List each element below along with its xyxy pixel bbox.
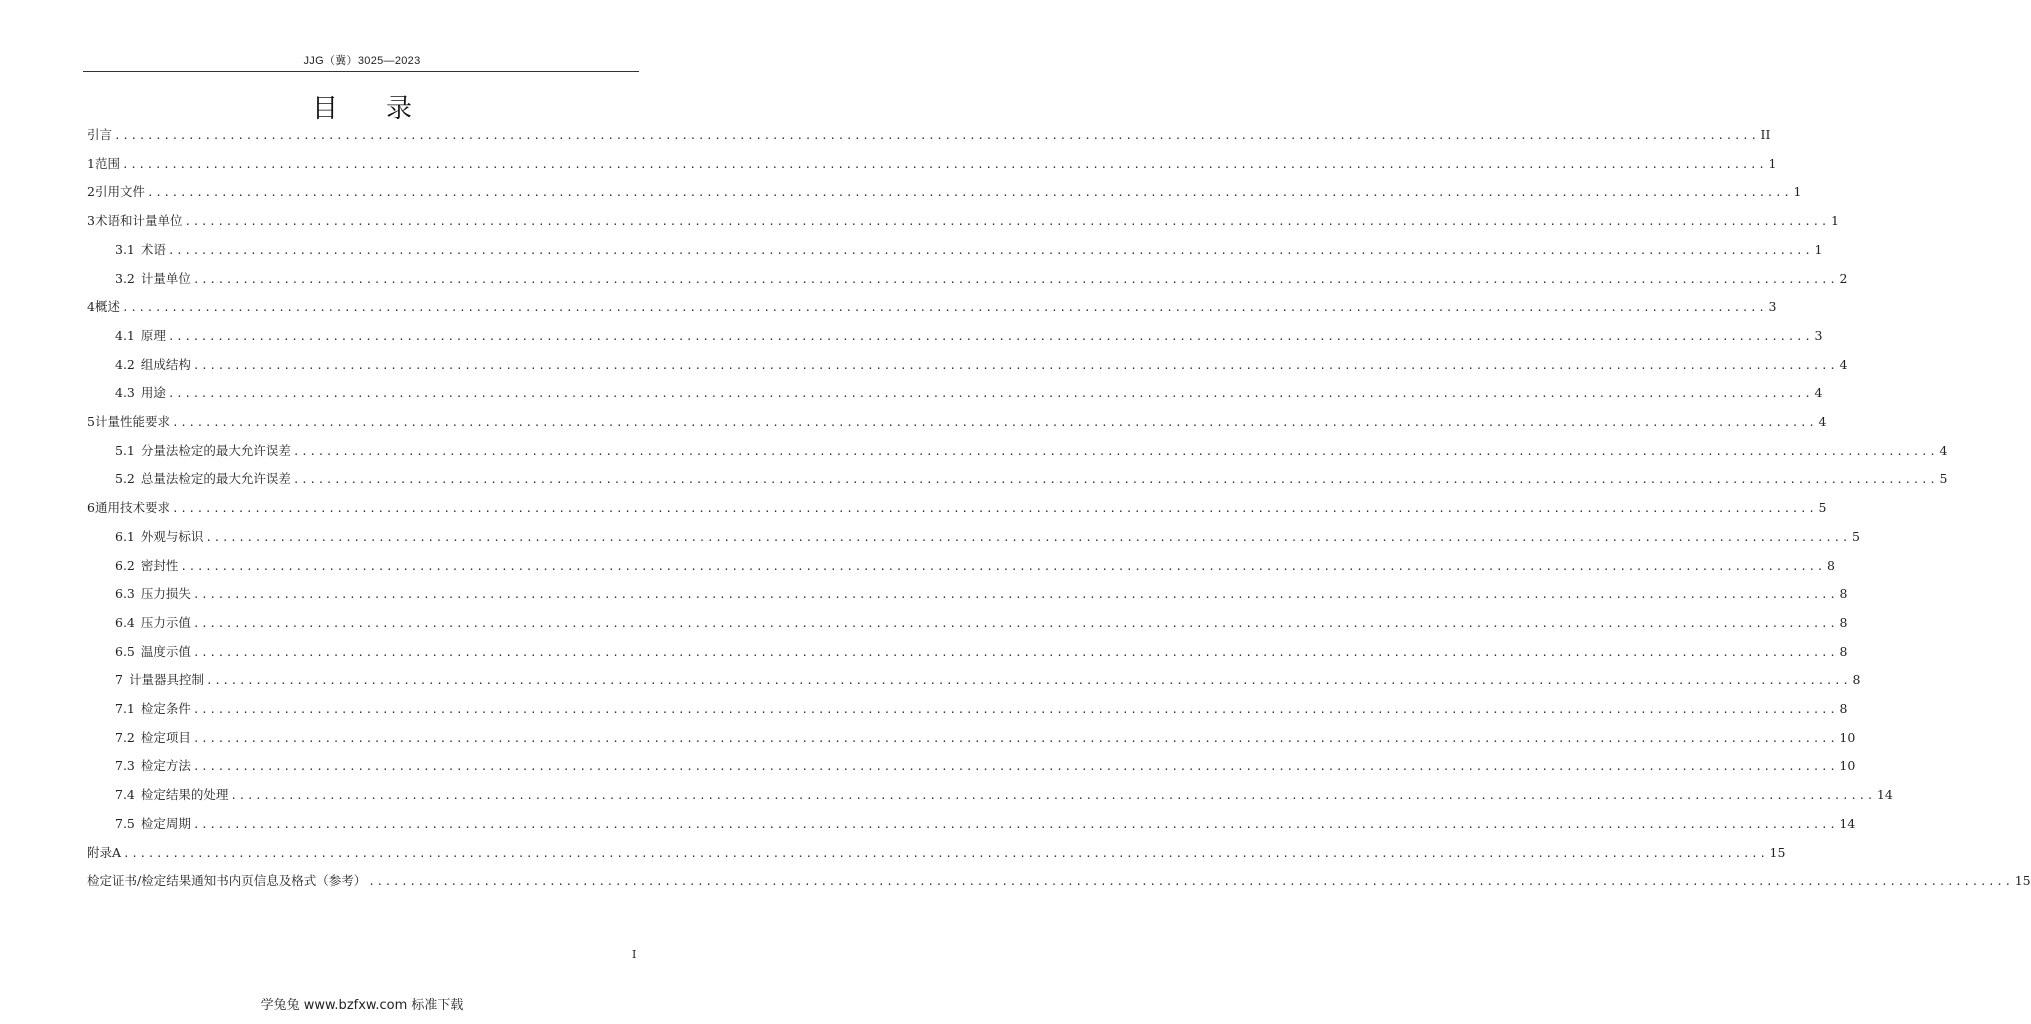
toc-leader-dots: ........................................................................................................................................................................................................ xyxy=(192,358,1838,372)
toc-entry[interactable] xyxy=(115,327,1823,345)
toc-leader-dots: ........................................................................................................................................................................................................ xyxy=(192,272,1838,286)
toc-entry-page: 1 xyxy=(1768,155,1777,171)
toc-entry-number: 5.2 xyxy=(115,471,135,487)
toc-entry-label: 计量单位 xyxy=(140,270,191,286)
toc-entry-number: 5 xyxy=(87,414,95,429)
toc-entry-page: 8 xyxy=(1839,701,1848,716)
toc-entry-number: 6.5 xyxy=(115,643,135,659)
toc-leader-dots: ........................................................................................................................................................................................................ xyxy=(205,674,1851,688)
toc-leader-dots: ........................................................................................................................................................................................................ xyxy=(146,186,1792,200)
toc-entry-number: 6.4 xyxy=(115,614,135,630)
toc-entry-page: 3 xyxy=(1768,299,1777,315)
toc-entry-page: 1 xyxy=(1831,213,1839,229)
toc-entry-label: 密封性 xyxy=(140,557,179,573)
toc-entry-page: 8 xyxy=(1826,557,1835,573)
toc-entry-page: 14 xyxy=(1876,787,1893,803)
toc-entry-page: 1 xyxy=(1814,241,1823,257)
toc-entry-label: 附录A xyxy=(87,844,122,860)
title-char-right: 录 xyxy=(386,94,413,124)
toc-entry-page: 3 xyxy=(1814,327,1823,343)
toc-leader-dots: ........................................................................................................................................................................................................ xyxy=(114,129,1759,142)
toc-entry-label: 检定条件 xyxy=(140,701,191,716)
toc-leader-dots: ........................................................................................................................................................................................................ xyxy=(167,387,1813,401)
toc-entry-page: 5 xyxy=(1939,471,1948,487)
toc-entry-label: 检定证书/检定结果通知书内页信息及格式（参考） xyxy=(87,873,367,889)
toc-entry-number: 3 xyxy=(87,213,95,229)
toc-entry-number: 7.5 xyxy=(115,815,135,831)
toc-entry-page: 14 xyxy=(1839,815,1856,831)
toc-entry[interactable] xyxy=(115,585,1848,603)
toc-entry-number: 4 xyxy=(87,299,95,315)
toc-entry-number: 6 xyxy=(87,500,95,516)
toc-entry[interactable] xyxy=(115,643,1848,661)
toc-leader-dots: ........................................................................................................................................................................................................ xyxy=(230,789,1875,803)
toc-entry-label: 压力示值 xyxy=(140,614,191,630)
toc-entry-number: 6.3 xyxy=(115,586,135,602)
running-header: JJG（冀）3025—2023 xyxy=(303,55,421,67)
toc-entry-page: 8 xyxy=(1852,672,1861,688)
toc-entry-number: 7.4 xyxy=(115,787,135,803)
toc-leader-dots: ........................................................................................................................................................................................................ xyxy=(167,329,1813,343)
toc-leader-dots: ........................................................................................................................................................................................................ xyxy=(192,731,1838,745)
toc-entry[interactable] xyxy=(115,786,1893,804)
toc-entry-number: 4.2 xyxy=(115,356,135,372)
toc-entry-label: 术语 xyxy=(140,241,166,257)
toc-entry-number: 7.2 xyxy=(115,729,135,745)
toc-entry[interactable] xyxy=(115,442,1948,460)
toc-leader-dots: ........................................................................................................................................................................................................ xyxy=(171,416,1817,429)
toc-entry[interactable] xyxy=(115,557,1835,575)
toc-entry-number: 2 xyxy=(87,184,95,200)
toc-entry[interactable] xyxy=(87,844,1786,862)
toc-entry-number: 1 xyxy=(87,155,95,171)
toc-entry[interactable] xyxy=(87,155,1777,173)
toc-entry-number: 6.1 xyxy=(115,528,135,544)
toc-entry[interactable] xyxy=(115,241,1823,259)
toc-leader-dots: ........................................................................................................................................................................................................ xyxy=(192,703,1838,716)
toc-entry-number: 6.2 xyxy=(115,557,135,573)
toc-entry-page: 4 xyxy=(1814,385,1823,401)
toc-leader-dots: ........................................................................................................................................................................................................ xyxy=(205,530,1850,544)
toc-entry[interactable] xyxy=(115,270,1848,288)
toc-entry[interactable] xyxy=(87,183,1802,201)
watermark-text: 学兔兔 www.bzfxw.com 标准下载 xyxy=(260,998,464,1013)
toc-entry-page: 15 xyxy=(1769,844,1786,860)
toc-entry-label: 压力损失 xyxy=(140,586,191,602)
toc-entry[interactable] xyxy=(115,614,1848,632)
toc-entry-label: 概述 xyxy=(94,299,120,315)
toc-leader-dots: ........................................................................................................................................................................................................ xyxy=(368,875,2013,889)
title-char-left: 目 xyxy=(311,94,338,124)
toc-entry[interactable] xyxy=(87,298,1777,316)
toc-entry-page: 8 xyxy=(1839,586,1848,602)
toc-entry[interactable] xyxy=(115,729,1856,747)
toc-entry-label: 检定结果的处理 xyxy=(140,787,229,803)
toc-entry[interactable] xyxy=(115,384,1823,402)
toc-entry-page: 4 xyxy=(1939,442,1948,458)
toc-entry[interactable] xyxy=(115,470,1948,488)
toc-entry-label: 检定周期 xyxy=(140,815,191,831)
toc-entry[interactable] xyxy=(115,356,1848,374)
toc-entry-number: 7.3 xyxy=(115,758,135,774)
toc-entry[interactable] xyxy=(115,528,1860,546)
toc-entry-page: 4 xyxy=(1818,414,1827,429)
toc-entry-label: 计量器具控制 xyxy=(128,672,204,688)
toc-entry-label: 检定方法 xyxy=(140,758,191,774)
toc-entry-number: 3.1 xyxy=(115,241,135,257)
toc-entry-label: 温度示值 xyxy=(140,643,191,659)
toc-leader-dots: ........................................................................................................................................................................................................ xyxy=(184,215,1829,229)
toc-entry-number: 3.2 xyxy=(115,270,135,286)
toc-entry[interactable] xyxy=(115,671,1861,689)
toc-entry-label: 外观与标识 xyxy=(140,528,204,544)
toc-entry-number: 7 xyxy=(115,672,123,688)
toc-entry-label: 引用文件 xyxy=(94,184,145,200)
toc-entry-label: 检定项目 xyxy=(140,729,191,745)
toc-leader-dots: ........................................................................................................................................................................................................ xyxy=(171,502,1817,516)
toc-leader-dots: ........................................................................................................................................................................................................ xyxy=(192,588,1838,602)
toc-leader-dots: ........................................................................................................................................................................................................ xyxy=(167,243,1813,257)
toc-entry-label: 总量法检定的最大允许误差 xyxy=(140,471,291,487)
toc-leader-dots: ........................................................................................................................................................................................................ xyxy=(192,645,1838,659)
toc-entry-page: 8 xyxy=(1839,614,1848,630)
toc-entry-number: 引 xyxy=(87,127,100,142)
toc-entry-page: 15 xyxy=(2014,873,2031,889)
toc-entry-page: II xyxy=(1760,127,1771,142)
toc-entry-page: 5 xyxy=(1851,528,1860,544)
toc-leader-dots: ........................................................................................................................................................................................................ xyxy=(292,444,1938,458)
toc-entry[interactable] xyxy=(87,212,1839,230)
toc-entry[interactable] xyxy=(115,700,1848,718)
toc-entry[interactable] xyxy=(115,815,1856,833)
toc-leader-dots: ........................................................................................................................................................................................................ xyxy=(192,760,1838,774)
toc-entry-page: 1 xyxy=(1793,184,1802,200)
toc-entry-number: 4.3 xyxy=(115,385,135,401)
toc-entry-page: 5 xyxy=(1818,500,1827,516)
toc-entry-page: 10 xyxy=(1839,758,1856,774)
header-rule xyxy=(83,71,639,72)
page-title xyxy=(0,88,724,125)
toc-entry-number: 7.1 xyxy=(115,701,135,716)
toc-entry-label: 范围 xyxy=(94,155,120,171)
toc-entry-number: 4.1 xyxy=(115,327,135,343)
toc-entry-label: 术语和计量单位 xyxy=(94,213,183,229)
toc-leader-dots: ........................................................................................................................................................................................................ xyxy=(292,473,1938,487)
toc-entry-page: 4 xyxy=(1839,356,1848,372)
toc-entry-label: 原理 xyxy=(140,327,166,343)
toc-entry-page: 2 xyxy=(1839,270,1848,286)
toc-entry-label: 分量法检定的最大允许误差 xyxy=(140,442,291,458)
toc-leader-dots: ........................................................................................................................................................................................................ xyxy=(180,559,1825,573)
toc-leader-dots: ........................................................................................................................................................................................................ xyxy=(121,157,1767,171)
toc-entry-label: 用途 xyxy=(140,385,166,401)
page-number: I xyxy=(632,948,637,961)
toc-entry[interactable] xyxy=(87,413,1827,431)
toc-entry[interactable] xyxy=(87,499,1827,517)
toc-entry-page: 10 xyxy=(1839,729,1856,745)
toc-entry[interactable] xyxy=(87,126,1771,144)
toc-entry-number: 5.1 xyxy=(115,442,135,458)
toc-entry[interactable] xyxy=(115,757,1856,775)
toc-leader-dots: ........................................................................................................................................................................................................ xyxy=(192,616,1838,630)
toc-leader-dots: ........................................................................................................................................................................................................ xyxy=(123,846,1768,860)
toc-entry-label: 通用技术要求 xyxy=(94,500,170,516)
toc-leader-dots: ........................................................................................................................................................................................................ xyxy=(121,301,1767,315)
toc-entry[interactable] xyxy=(87,872,2031,890)
toc-entry-label: 组成结构 xyxy=(140,356,191,372)
toc-entry-label: 计量性能要求 xyxy=(94,414,170,429)
toc-leader-dots: ........................................................................................................................................................................................................ xyxy=(192,817,1838,831)
toc-entry-label: 言 xyxy=(99,127,113,142)
toc-entry-page: 8 xyxy=(1839,643,1848,659)
